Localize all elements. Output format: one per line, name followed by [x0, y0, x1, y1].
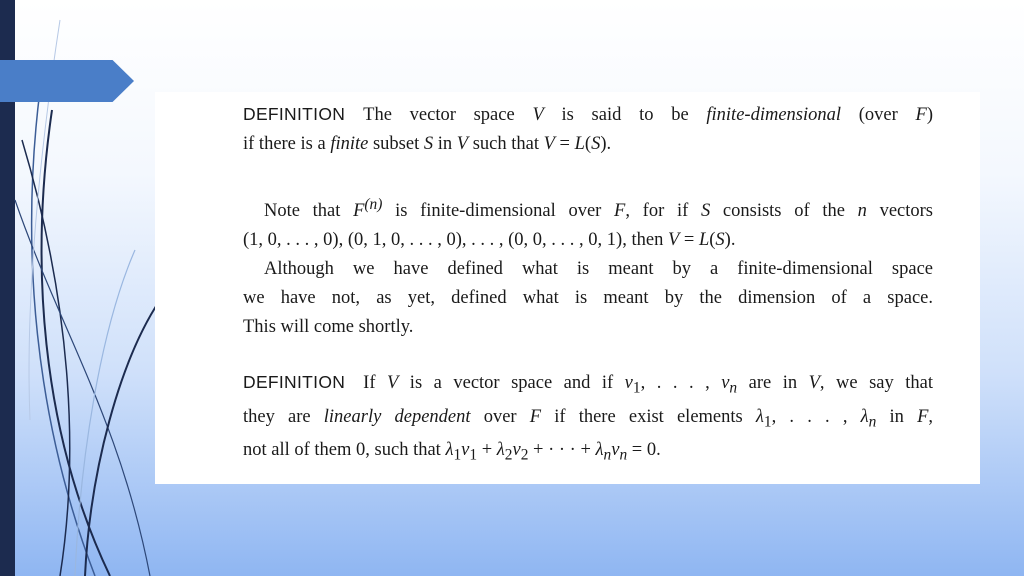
math-var: v — [721, 373, 730, 393]
subscript: 1 — [469, 447, 478, 465]
math-var: S — [715, 230, 725, 251]
note-paragraph — [243, 190, 933, 342]
text-run: This will come shortly. — [243, 317, 414, 338]
math-var: v — [611, 440, 620, 461]
math-var: S — [591, 134, 601, 154]
text-run: in — [433, 134, 457, 154]
title-pentagon — [0, 60, 134, 102]
subscript: n — [729, 379, 738, 397]
math-var: λ — [496, 440, 505, 461]
definition-linearly-dependent — [243, 368, 933, 470]
subscript: 1 — [763, 413, 772, 431]
text-run: If — [363, 373, 387, 393]
math-var: S — [700, 201, 711, 222]
text-line — [243, 100, 933, 130]
text-run: not all of them 0, such that — [243, 440, 446, 461]
text-run: we have not, as yet, defined what is meant by the dimension of a space. — [243, 288, 933, 309]
math-var: λ — [445, 440, 454, 461]
math-var: F — [529, 406, 542, 427]
subscript: n — [868, 413, 877, 431]
math-var: L — [574, 134, 585, 154]
text-run: consists of the — [710, 201, 858, 222]
text-run: + · · · + — [528, 440, 596, 461]
text-line — [243, 436, 933, 470]
subscript: 2 — [520, 447, 529, 465]
math-var: F — [917, 406, 929, 427]
text-run: ( — [584, 134, 592, 154]
text-line — [243, 313, 933, 342]
text-run: ). — [724, 230, 736, 251]
math-var: S — [423, 134, 434, 154]
text-run: The vector space — [363, 105, 533, 125]
subscript: 1 — [632, 379, 641, 397]
text-line — [243, 190, 933, 226]
defined-term: finite-dimensional — [706, 105, 842, 125]
math-var: V — [667, 230, 680, 251]
math-var: λ — [595, 440, 604, 461]
text-run: , — [928, 406, 934, 427]
definition-heading: DEFINITION — [243, 104, 346, 124]
math-var: v — [512, 440, 521, 461]
text-run: is a vector space and if — [398, 373, 625, 393]
text-run: in — [876, 406, 918, 427]
math-var: F — [915, 105, 927, 125]
text-run: vectors — [866, 201, 933, 222]
text-panel — [155, 92, 980, 484]
math-var: F — [353, 201, 365, 222]
text-line — [243, 284, 933, 313]
subscript: 1 — [453, 447, 462, 465]
subscript: n — [603, 447, 612, 465]
text-run: = — [554, 134, 575, 154]
math-var: V — [543, 134, 555, 154]
text-run: = — [679, 230, 699, 251]
text-run: ). — [600, 134, 612, 154]
math-var: V — [808, 373, 820, 393]
text-run: , we say that — [819, 373, 933, 393]
math-var: n — [857, 201, 867, 222]
math-var: λ — [860, 406, 869, 427]
text-run: , for if — [625, 201, 701, 222]
text-run: if there is a — [243, 134, 331, 154]
math-var: v — [461, 440, 470, 461]
text-run: Although we have defined what is meant by a finite-dimensional space — [264, 259, 933, 280]
text-line — [243, 130, 933, 159]
math-var: V — [532, 105, 544, 125]
text-run: ) — [926, 105, 933, 125]
emphasis: finite — [330, 134, 369, 154]
text-run: (1, 0, . . . , 0), (0, 1, 0, . . . , 0), . . . , (0, 0, . . . , 0, 1), then — [243, 230, 668, 251]
text-run: Note that — [264, 201, 354, 222]
text-run: is said to be — [543, 105, 707, 125]
math-var: V — [387, 373, 399, 393]
text-run: is finite-dimensional over — [382, 201, 615, 222]
text-run: if there exist elements — [541, 406, 756, 427]
math-var: F — [614, 201, 626, 222]
text-run: such that — [468, 134, 544, 154]
text-line — [243, 403, 933, 437]
text-line — [243, 255, 933, 284]
text-run: ( — [709, 230, 716, 251]
definition-finite-dimensional — [243, 100, 933, 159]
text-run: , . . . , — [771, 406, 861, 427]
math-var: L — [698, 230, 710, 251]
math-var: V — [456, 134, 469, 154]
text-run: = 0. — [627, 440, 661, 461]
text-run: , . . . , — [640, 373, 722, 393]
subscript: n — [619, 447, 628, 465]
text-run: (over — [841, 105, 916, 125]
definition-heading: DEFINITION — [243, 372, 346, 392]
text-run: over — [470, 406, 530, 427]
text-line — [243, 226, 933, 255]
defined-term: linearly dependent — [323, 406, 471, 427]
text-run: they are — [243, 406, 324, 427]
subscript: 2 — [504, 447, 513, 465]
math-var: v — [624, 373, 633, 393]
text-run: + — [477, 440, 497, 461]
text-run: subset — [368, 134, 424, 154]
text-line — [243, 368, 933, 403]
superscript: (n) — [364, 196, 383, 213]
text-run: are in — [737, 373, 809, 393]
math-var: λ — [755, 406, 764, 427]
